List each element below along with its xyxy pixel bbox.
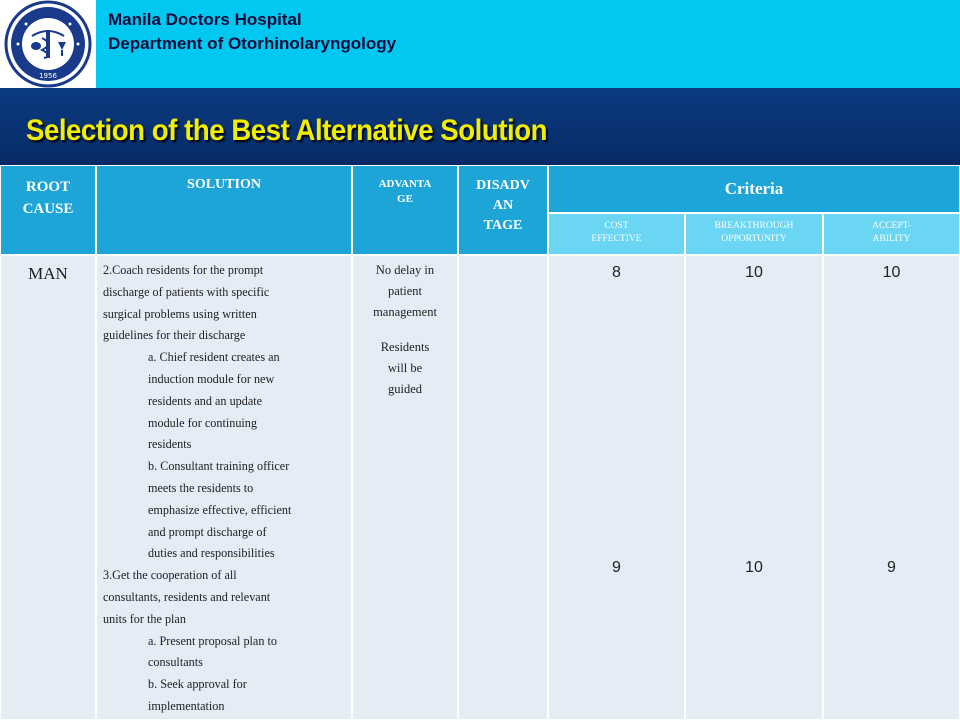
header-solution: SOLUTION bbox=[96, 165, 352, 255]
advantage-line: management bbox=[373, 305, 437, 319]
solution-line: b. Seek approval for bbox=[148, 677, 247, 692]
header-breakthrough: BREAKTHROUGH OPPORTUNITY bbox=[685, 213, 823, 255]
header-advantage: ADVANTA GE bbox=[352, 165, 458, 255]
header-criteria: Criteria bbox=[548, 165, 960, 213]
solution-line: units for the plan bbox=[103, 611, 186, 626]
hospital-seal-icon bbox=[0, 0, 96, 88]
solution-line: meets the residents to bbox=[148, 480, 254, 495]
cell-acceptability bbox=[823, 255, 960, 720]
header-root-cause: ROOT CAUSE bbox=[0, 165, 96, 255]
score-acceptability-1: 10 bbox=[882, 264, 901, 281]
cell-disadvantage bbox=[458, 255, 548, 720]
cell-solution bbox=[96, 255, 352, 720]
solution-line: consultants, residents and relevant bbox=[103, 589, 271, 604]
solution-line: residents bbox=[148, 437, 192, 452]
hospital-name: Manila Doctors Hospital bbox=[108, 10, 302, 29]
header-disadvantage: DISADV AN TAGE bbox=[458, 165, 548, 255]
hospital-logo bbox=[0, 0, 96, 88]
score-acceptability-2: 9 bbox=[887, 559, 896, 576]
header-text bbox=[108, 8, 396, 56]
solution-line: and prompt discharge of bbox=[148, 524, 267, 539]
solution-line: a. Chief resident creates an bbox=[148, 350, 280, 365]
header-acceptability: ACCEPT- ABILITY bbox=[823, 213, 960, 255]
solution-line: discharge of patients with specific bbox=[103, 284, 270, 299]
solution-line: a. Present proposal plan to bbox=[148, 633, 277, 648]
advantage-line: No delay in bbox=[375, 263, 435, 277]
solution-line: residents and an update bbox=[148, 393, 263, 408]
advantage-line: Residents bbox=[380, 340, 430, 354]
solution-line: 2.Coach residents for the prompt bbox=[103, 263, 264, 277]
solution-line: implementation bbox=[148, 698, 225, 713]
solution-line: induction module for new bbox=[148, 371, 275, 386]
solution-line: duties and responsibilities bbox=[148, 546, 275, 561]
cell-advantage bbox=[352, 255, 458, 720]
solution-line: surgical problems using written bbox=[103, 306, 257, 321]
solution-line: b. Consultant training officer bbox=[148, 459, 290, 474]
department-name: Department of Otorhinolaryngology bbox=[108, 34, 397, 53]
cell-cost-effective bbox=[548, 255, 685, 720]
solution-line: guidelines for their discharge bbox=[103, 328, 246, 343]
solution-line: emphasize effective, efficient bbox=[148, 502, 292, 517]
logo-year: 1956 bbox=[39, 72, 57, 80]
solution-line: module for continuing bbox=[148, 415, 257, 430]
solution-line: consultants bbox=[148, 655, 203, 670]
slide-title: Selection of the Best Alternative Solution bbox=[26, 114, 548, 147]
advantage-line: will be bbox=[387, 361, 423, 375]
cell-breakthrough bbox=[685, 255, 823, 720]
advantage-line: guided bbox=[387, 382, 423, 396]
header-cost-effective: COST EFFECTIVE bbox=[548, 213, 685, 255]
cell-root-cause: MAN bbox=[0, 255, 96, 720]
solution-table bbox=[0, 165, 960, 720]
advantage-line: patient bbox=[387, 284, 422, 298]
score-breakthrough-1: 10 bbox=[745, 264, 763, 281]
score-breakthrough-2: 10 bbox=[745, 559, 763, 576]
solution-line: 3.Get the cooperation of all bbox=[103, 568, 237, 583]
score-cost-1: 8 bbox=[612, 264, 621, 281]
score-cost-2: 9 bbox=[612, 559, 621, 576]
